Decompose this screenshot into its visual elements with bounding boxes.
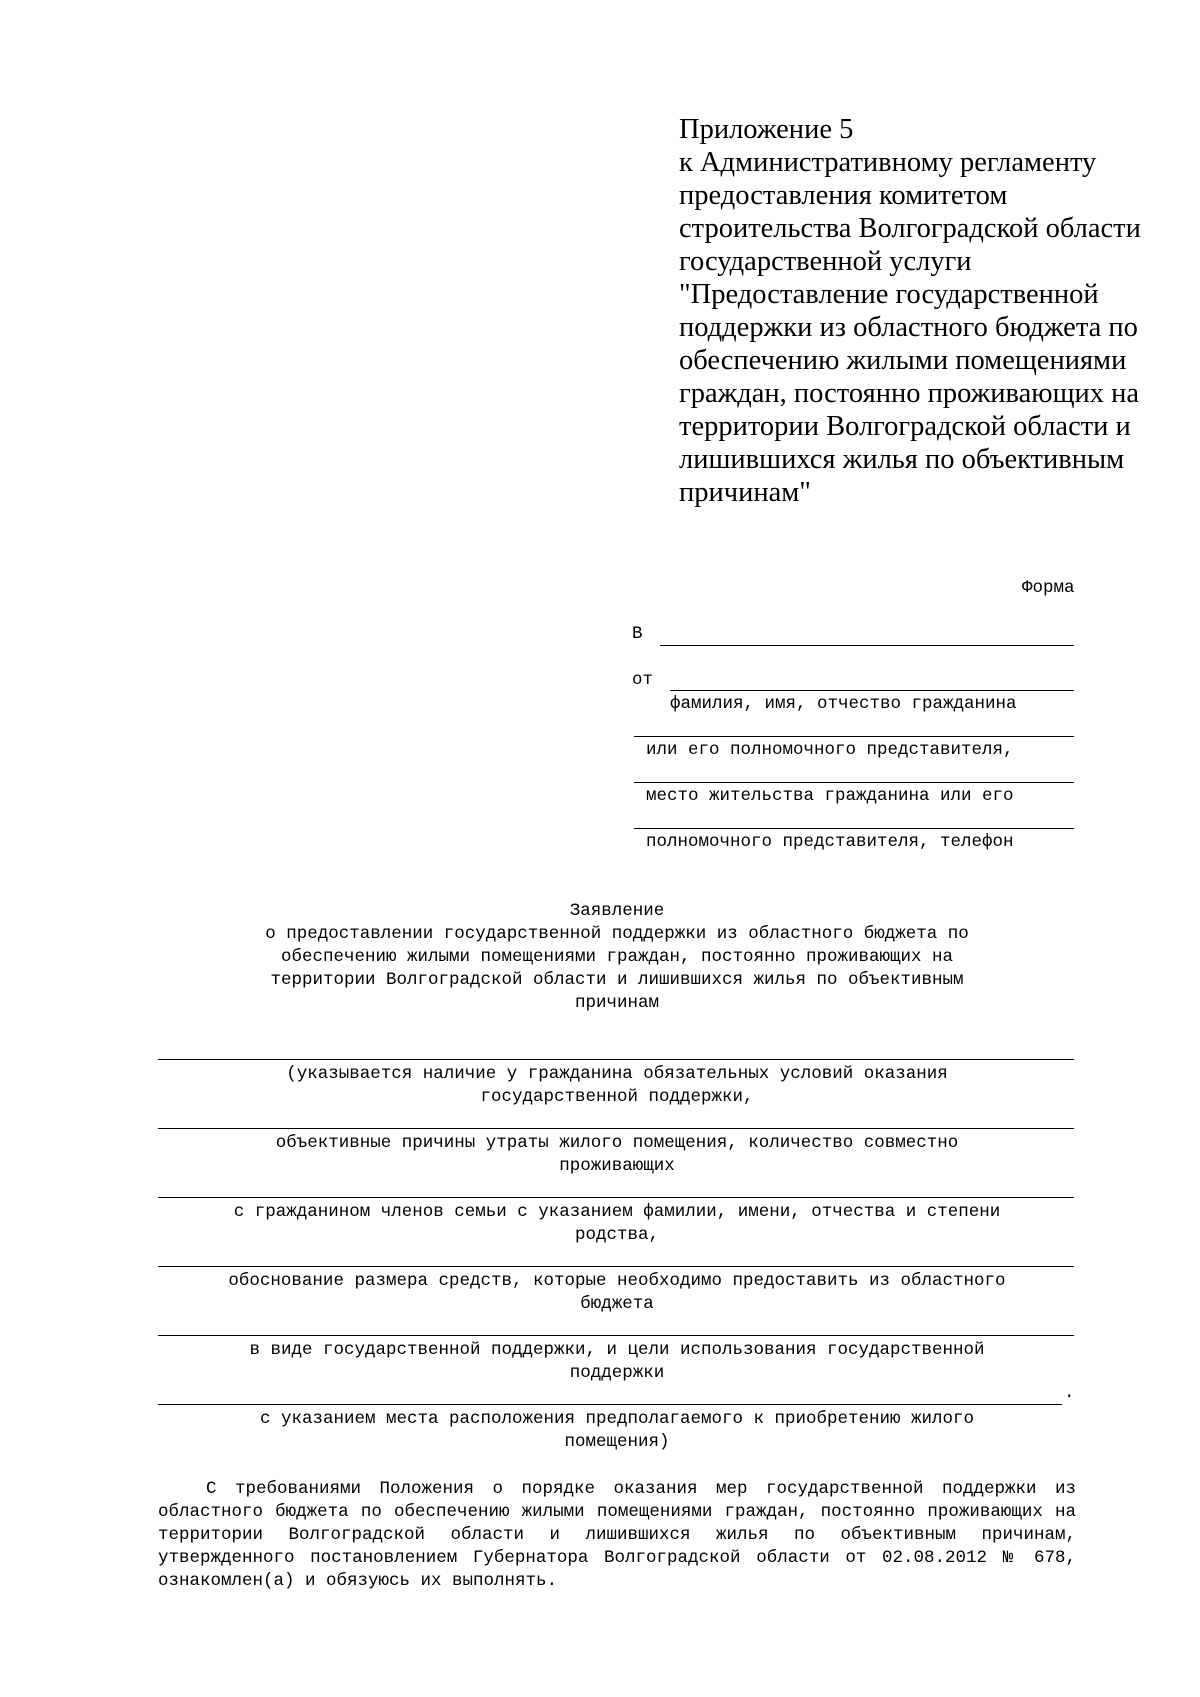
acknowledgement-paragraph — [158, 1478, 1076, 1593]
statement-field-line[interactable] — [158, 1404, 1062, 1405]
caption-line: бюджета — [580, 1294, 654, 1314]
applicant-field-line[interactable] — [634, 828, 1074, 829]
appendix-header — [679, 113, 1169, 509]
from-field-line[interactable] — [670, 690, 1074, 691]
statement-field-line[interactable] — [158, 1197, 1074, 1198]
statement-field-caption — [158, 1063, 1076, 1109]
statement-field-caption — [158, 1132, 1076, 1178]
caption-line: помещения) — [564, 1432, 670, 1452]
statement-title-line: территории Волгоградской области и лишившихся жилья по объективным — [270, 970, 964, 990]
statement-field-line[interactable] — [158, 1128, 1074, 1129]
to-field-line[interactable] — [660, 645, 1074, 646]
statement-field-line[interactable] — [158, 1335, 1074, 1336]
statement-title-line: о предоставлении государственной поддержки из областного бюджета по — [265, 924, 969, 944]
applicant-caption: или его полномочного представителя, — [646, 740, 1014, 760]
form-label: Форма — [1022, 578, 1075, 598]
statement-title-line: обеспечению жилыми помещениями граждан, постоянно проживающих на — [280, 947, 954, 967]
appendix-line: причинам" — [679, 477, 811, 508]
applicant-field-line[interactable] — [634, 736, 1074, 737]
appendix-line: лишившихся жилья по объективным — [679, 444, 1125, 475]
statement-title-line: Заявление — [569, 901, 665, 921]
statement-field-caption — [158, 1270, 1076, 1316]
appendix-line: строительства Волгоградской области — [679, 213, 1141, 244]
caption-line: с указанием места расположения предполагаемого к приобретению жилого — [259, 1409, 975, 1429]
appendix-line: предоставления комитетом — [679, 180, 1008, 211]
appendix-line: поддержки из областного бюджета по — [679, 312, 1138, 343]
caption-line: проживающих — [559, 1156, 675, 1176]
appendix-line: Приложение 5 — [679, 114, 854, 145]
applicant-caption: полномочного представителя, телефон — [646, 832, 1014, 852]
caption-line: (указывается наличие у гражданина обязательных условий оказания — [286, 1064, 948, 1084]
appendix-line: государственной услуги — [679, 246, 972, 277]
applicant-caption: место жительства гражданина или его — [646, 786, 1014, 806]
to-prefix: В — [632, 624, 643, 644]
caption-line: в виде государственной поддержки, и цели использования государственной — [249, 1340, 985, 1360]
applicant-caption: фамилия, имя, отчество гражданина — [670, 694, 1017, 714]
appendix-line: территории Волгоградской области и — [679, 411, 1131, 442]
appendix-line: обеспечению жилыми помещениями — [679, 345, 1127, 376]
statement-field-caption — [158, 1408, 1076, 1454]
acknowledgement-text: С требованиями Положения о порядке оказания мер государственной поддержки из областного бюджета по обеспечению жилыми помещениями граждан, постоянно проживающих на территории Волгоградской области и лишившихся жилья по объективным причинам, утвержденного постановлением Губернатора Волгоградской области от 02.08.2012 № 678, ознакомлен(а) и обязуюсь их выполнять. — [158, 1479, 1076, 1591]
statement-field-caption — [158, 1339, 1076, 1385]
statement-field-line[interactable] — [158, 1266, 1074, 1267]
caption-line: родства, — [574, 1225, 659, 1245]
statement-title-line: причинам — [574, 993, 659, 1013]
statement-field-line[interactable] — [158, 1059, 1074, 1060]
caption-line: поддержки — [569, 1363, 665, 1383]
caption-line: обоснование размера средств, которые необходимо предоставить из областного — [228, 1271, 1006, 1291]
appendix-line: "Предоставление государственной — [679, 279, 1099, 310]
appendix-line: к Административному регламенту — [679, 147, 1097, 178]
applicant-field-line[interactable] — [634, 782, 1074, 783]
statement-field-caption — [158, 1201, 1076, 1247]
from-prefix: от — [632, 670, 654, 690]
final-period: . — [1064, 1383, 1075, 1403]
caption-line: государственной поддержки, — [480, 1087, 754, 1107]
appendix-line: граждан, постоянно проживающих на — [679, 378, 1140, 409]
caption-line: с гражданином членов семьи с указанием фамилии, имени, отчества и степени — [233, 1202, 1001, 1222]
statement-title — [158, 900, 1076, 1015]
caption-line: объективные причины утраты жилого помещения, количество совместно — [275, 1133, 959, 1153]
